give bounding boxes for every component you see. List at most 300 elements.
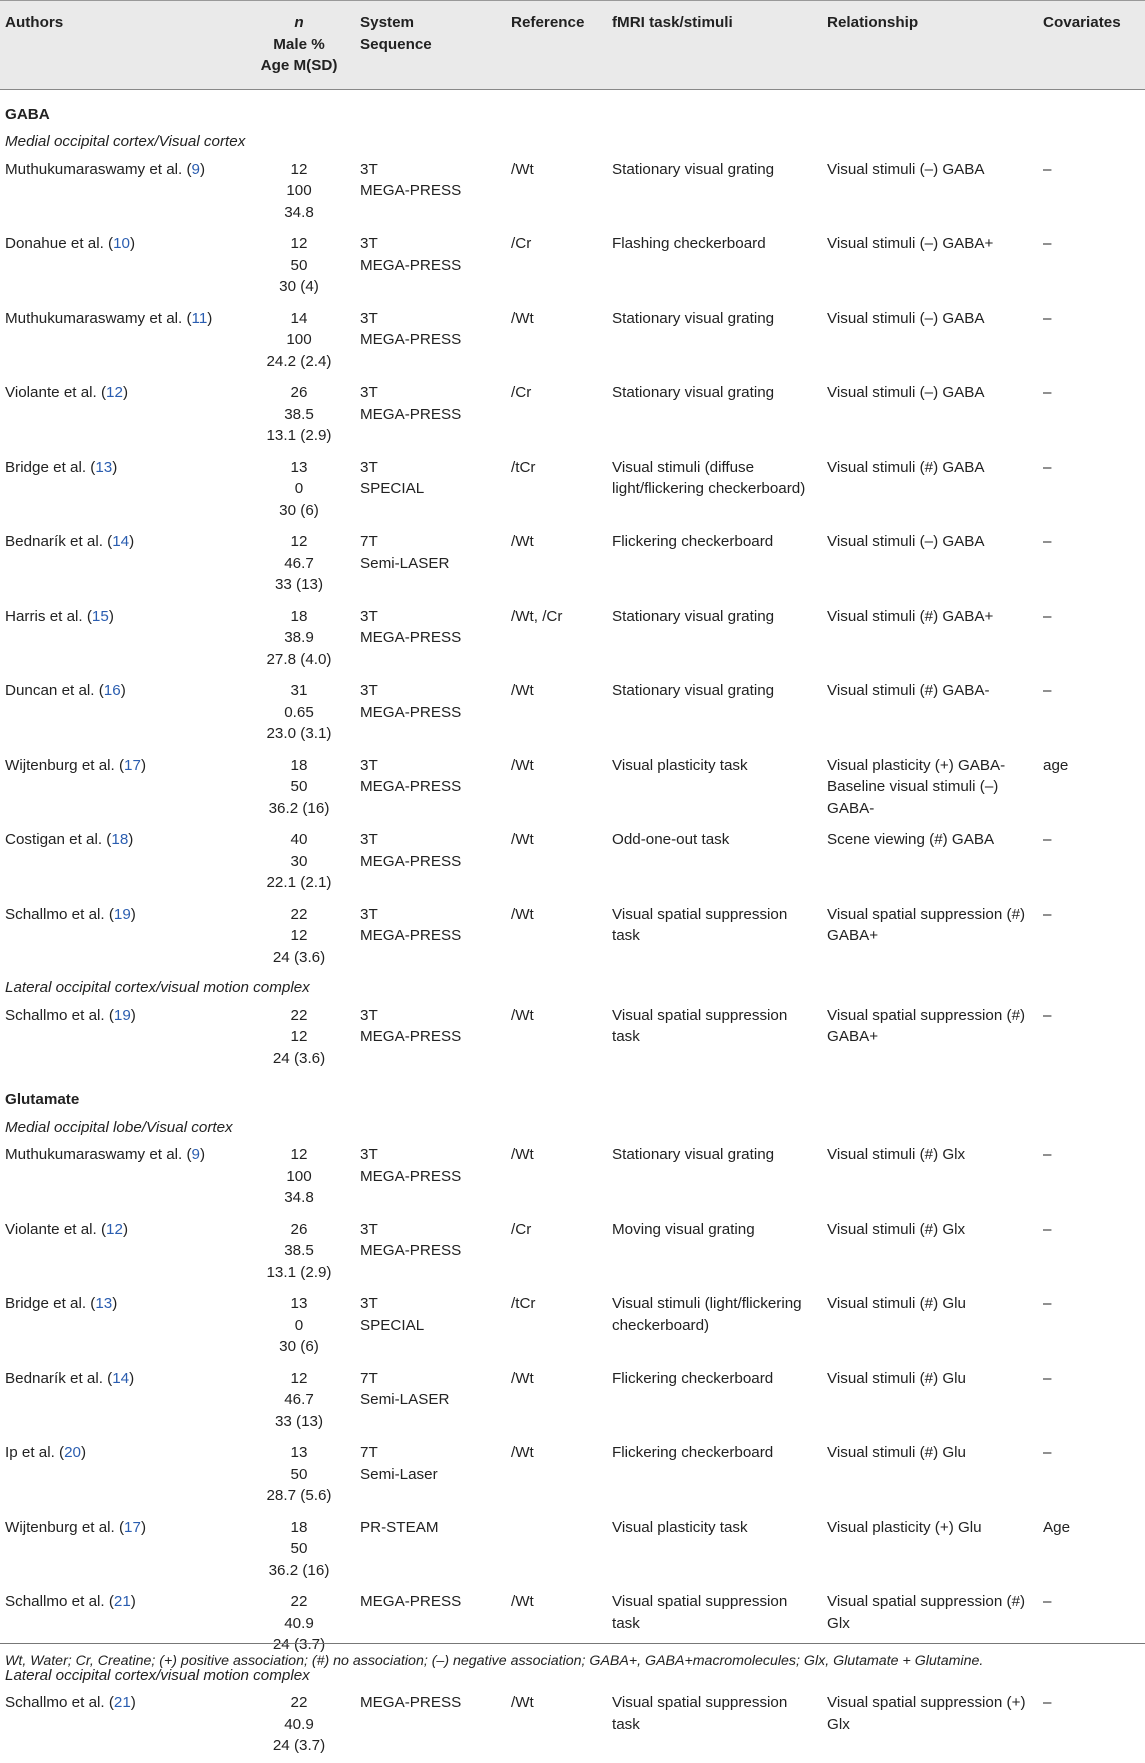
cell-task: Visual spatial suppression task	[612, 905, 788, 944]
table-row	[0, 453, 1145, 528]
table-header	[0, 1, 1145, 90]
system-value: 3T	[360, 1295, 378, 1312]
cell-n-male-age	[244, 676, 355, 751]
n-value: 34.8	[284, 1189, 314, 1206]
n-value: 22.1 (2.1)	[266, 874, 332, 891]
n-value: 38.9	[284, 629, 314, 646]
subsection-heading: Lateral occipital cortex/visual motion complex	[5, 979, 310, 996]
cell-covariates: –	[1043, 1694, 1052, 1711]
table-row	[0, 378, 1145, 453]
cell-task: Stationary visual grating	[612, 160, 775, 178]
table-row	[0, 751, 1145, 826]
cell-task: Stationary visual grating	[612, 1146, 775, 1163]
cell-relationship: Visual stimuli (#) GABA+	[827, 607, 994, 625]
citation-link[interactable]: 9	[191, 1146, 200, 1163]
cell-covariates: –	[1043, 905, 1052, 923]
cell-relationship: Visual stimuli (–) GABA	[827, 384, 985, 401]
system-value: 3T	[360, 384, 378, 401]
citation-link[interactable]: 14	[112, 533, 130, 550]
header-n-line: Male %	[273, 35, 325, 53]
n-value: 30 (6)	[279, 501, 319, 519]
cell-reference: /Wt, /Cr	[511, 607, 563, 625]
n-value: 100	[286, 1167, 312, 1185]
n-value: 13.1 (2.9)	[266, 427, 332, 444]
cell-task: Odd-one-out task	[612, 831, 730, 848]
subsection-heading: Medial occipital lobe/Visual cortex	[5, 1118, 233, 1136]
cell-n-male-age	[244, 1140, 355, 1215]
cell-reference: /Wt	[511, 1006, 534, 1024]
n-value: 36.2 (16)	[268, 799, 330, 817]
system-value: MEGA-PRESS	[360, 1593, 462, 1610]
system-value: 7T	[360, 533, 378, 550]
cell-system	[355, 825, 506, 900]
citation-link[interactable]: 19	[113, 1006, 131, 1024]
cell-relationship: Visual stimuli (–) GABA	[827, 160, 985, 178]
cell-covariates: –	[1043, 533, 1052, 550]
author-end: )	[122, 384, 129, 401]
n-value: 34.8	[284, 203, 314, 221]
subsection-heading: Lateral occipital cortex/visual motion complex	[5, 1666, 310, 1684]
n-value: 100	[286, 182, 312, 199]
header-covariates: Covariates	[1038, 1, 1145, 90]
table-row	[0, 1364, 1145, 1439]
cell-author	[0, 527, 244, 602]
cell-relationship: Visual spatial suppression (#) Glx	[827, 1593, 1026, 1632]
cell-system	[355, 1513, 506, 1588]
header-system-line: System	[360, 14, 415, 31]
cell-author	[0, 453, 244, 528]
table-row	[0, 1001, 1145, 1076]
author-name: Donahue et al. (	[5, 235, 114, 252]
cell-system	[355, 900, 506, 975]
cell-system	[355, 1364, 506, 1439]
cell-n-male-age	[244, 304, 355, 379]
cell-task: Visual spatial suppression task	[612, 1593, 788, 1632]
cell-relationship: Visual stimuli (#) Glx	[827, 1146, 966, 1163]
n-value: 24 (3.7)	[272, 1636, 326, 1653]
n-value: 30 (4)	[279, 278, 319, 295]
cell-task: Stationary visual grating	[612, 682, 775, 699]
section-heading-row	[0, 1075, 1145, 1114]
author-end: )	[199, 1146, 206, 1163]
n-value: 12	[290, 1028, 308, 1045]
cell-author	[0, 1688, 244, 1763]
subsection-heading-row	[0, 1114, 1145, 1141]
n-value: 22	[290, 1006, 308, 1024]
cell-covariates: –	[1043, 309, 1052, 327]
n-value: 22	[290, 905, 308, 923]
n-value: 0	[294, 480, 304, 497]
cell-n-male-age	[244, 1688, 355, 1763]
cell-covariates: –	[1043, 831, 1052, 848]
citation-link[interactable]: 13	[95, 1295, 113, 1312]
author-name: Muthukumaraswamy et al. (	[5, 1146, 192, 1163]
system-value: MEGA-PRESS	[360, 1694, 462, 1711]
n-value: 30	[290, 852, 308, 870]
n-value: 24 (3.7)	[272, 1737, 326, 1754]
citation-link[interactable]: 11	[191, 309, 208, 327]
author-name: Schallmo et al. (	[5, 1593, 114, 1610]
header-n	[244, 1, 355, 90]
n-value: 27.8 (4.0)	[266, 650, 332, 668]
cell-n-male-age	[244, 1513, 355, 1588]
table-footnote: Wt, Water; Cr, Creatine; (+) positive association; (#) no association; (–) negative association; GABA+, GABA+macromolecules; Glx, Glutamate + Glutamine.	[0, 1643, 1145, 1671]
author-name: Costigan et al. (	[5, 831, 112, 848]
author-end: )	[108, 607, 114, 625]
n-value: 13	[290, 1295, 308, 1312]
cell-system	[355, 751, 506, 826]
cell-covariates: –	[1043, 1006, 1052, 1024]
n-value: 13	[290, 1444, 308, 1461]
cell-author	[0, 1140, 244, 1215]
cell-task: Visual plasticity task	[612, 1518, 748, 1536]
cell-task: Flashing checkerboard	[612, 235, 766, 252]
system-value: MEGA-PRESS	[360, 405, 462, 423]
cell-covariates: –	[1043, 1146, 1052, 1163]
n-value: 0	[294, 1316, 304, 1334]
n-value: 33 (13)	[274, 576, 324, 593]
system-value: MEGA-PRESS	[360, 629, 462, 646]
header-relationship: Relationship	[822, 1, 1038, 90]
cell-author	[0, 825, 244, 900]
cell-covariates: –	[1043, 1220, 1052, 1238]
cell-system	[355, 378, 506, 453]
n-value: 30 (6)	[279, 1338, 319, 1355]
cell-covariates: –	[1043, 235, 1052, 252]
system-value: SPECIAL	[360, 480, 425, 497]
cell-covariates: –	[1043, 682, 1052, 699]
cell-n-male-age	[244, 1364, 355, 1439]
cell-task: Stationary visual grating	[612, 384, 775, 401]
cell-task: Stationary visual grating	[612, 309, 775, 327]
author-name: Muthukumaraswamy et al. (	[5, 309, 192, 327]
n-value: 12	[290, 927, 308, 944]
table-row	[0, 602, 1145, 677]
cell-author	[0, 1364, 244, 1439]
cell-n-male-age	[244, 900, 355, 975]
n-value: 22	[290, 1694, 308, 1711]
cell-n-male-age	[244, 527, 355, 602]
author-name: Bridge et al. (	[5, 458, 96, 476]
cell-author	[0, 1289, 244, 1364]
cell-author	[0, 378, 244, 453]
cell-covariates: –	[1043, 384, 1052, 401]
author-name: Duncan et al. (	[5, 682, 104, 699]
citation-link[interactable]: 21	[113, 1593, 131, 1610]
cell-reference: /Cr	[511, 384, 532, 401]
cell-reference: /Wt	[511, 682, 534, 699]
n-value: 22	[290, 1593, 308, 1610]
cell-covariates: –	[1043, 1295, 1052, 1312]
system-value: MEGA-PRESS	[360, 703, 462, 721]
cell-task: Flickering checkerboard	[612, 1444, 774, 1461]
cell-n-male-age	[244, 229, 355, 304]
system-value: Semi-LASER	[360, 1391, 450, 1408]
subsection-heading-row	[0, 974, 1145, 1001]
table-row	[0, 676, 1145, 751]
system-value: 7T	[360, 1444, 378, 1461]
section-heading-row	[0, 89, 1145, 128]
cell-system	[355, 1289, 506, 1364]
n-value: 50	[290, 1465, 308, 1483]
header-n-line: Age M(SD)	[260, 57, 338, 74]
n-value: 18	[290, 756, 308, 774]
cell-n-male-age	[244, 602, 355, 677]
system-value: 3T	[360, 682, 378, 699]
system-value: PR-STEAM	[360, 1518, 439, 1536]
cell-n-male-age	[244, 751, 355, 826]
cell-system	[355, 1001, 506, 1076]
n-value: 12	[290, 160, 308, 178]
cell-system	[355, 1438, 506, 1513]
cell-reference: /Wt	[511, 905, 534, 923]
cell-author	[0, 1215, 244, 1290]
system-value: 3T	[360, 607, 378, 625]
citation-link[interactable]: 21	[113, 1694, 131, 1711]
n-value: 40.9	[284, 1715, 314, 1733]
table-row	[0, 900, 1145, 975]
n-value: 24 (3.6)	[272, 948, 326, 966]
cell-reference: /Wt	[511, 160, 534, 178]
system-value: MEGA-PRESS	[360, 927, 462, 944]
n-value: 14	[290, 309, 308, 327]
cell-covariates: –	[1043, 1369, 1052, 1387]
author-end: )	[122, 1220, 129, 1238]
cell-system	[355, 453, 506, 528]
cell-author	[0, 602, 244, 677]
table-row	[0, 1438, 1145, 1513]
cell-author	[0, 229, 244, 304]
table-row	[0, 1140, 1145, 1215]
cell-system	[355, 229, 506, 304]
n-value: 33 (13)	[274, 1412, 324, 1430]
n-value: 24 (3.6)	[272, 1049, 326, 1067]
system-value: 3T	[360, 1220, 378, 1238]
table-row	[0, 1513, 1145, 1588]
cell-relationship: Scene viewing (#) GABA	[827, 831, 995, 848]
citation-link[interactable]: 9	[191, 160, 200, 178]
cell-relationship: Visual stimuli (#) GABA-	[827, 682, 990, 699]
cell-relationship: Visual spatial suppression (#) GABA+	[827, 905, 1026, 944]
author-end: )	[199, 160, 206, 178]
cell-reference: /Wt	[511, 1369, 534, 1387]
system-value: Semi-LASER	[360, 554, 450, 572]
table-row	[0, 1289, 1145, 1364]
cell-relationship: Visual spatial suppression (#) GABA+	[827, 1006, 1026, 1045]
citation-link[interactable]: 19	[113, 905, 131, 923]
n-value: 18	[290, 607, 308, 625]
n-value: 50	[290, 778, 308, 795]
header-n-line: n	[294, 14, 304, 31]
system-value: 3T	[360, 831, 378, 848]
system-value: MEGA-PRESS	[360, 1167, 462, 1185]
cell-covariates: –	[1043, 160, 1052, 178]
cell-covariates: Age	[1043, 1518, 1071, 1536]
cell-author	[0, 1438, 244, 1513]
system-value: MEGA-PRESS	[360, 256, 462, 274]
n-value: 12	[290, 1369, 308, 1387]
cell-system	[355, 304, 506, 379]
citation-link[interactable]: 13	[95, 458, 113, 476]
header-authors: Authors	[0, 1, 244, 90]
system-value: Semi-Laser	[360, 1465, 438, 1483]
cell-task: Visual spatial suppression task	[612, 1694, 788, 1733]
citation-link[interactable]: 20	[64, 1444, 81, 1461]
cell-covariates: –	[1043, 607, 1052, 625]
author-end: )	[130, 905, 136, 923]
n-value: 31	[290, 682, 308, 699]
cell-relationship: Visual stimuli (#) Glu	[827, 1295, 966, 1312]
n-value: 38.5	[284, 405, 314, 423]
citation-link[interactable]: 15	[91, 607, 109, 625]
cell-task: Visual stimuli (light/flickering checkerboard)	[612, 1295, 802, 1334]
cell-author	[0, 676, 244, 751]
cell-author	[0, 304, 244, 379]
n-value: 26	[290, 1220, 308, 1238]
cell-relationship: Visual stimuli (#) Glx	[827, 1220, 966, 1238]
cell-system	[355, 155, 506, 230]
cell-relationship: Visual stimuli (–) GABA	[827, 309, 985, 327]
system-value: MEGA-PRESS	[360, 852, 462, 870]
author-end: )	[112, 1295, 118, 1312]
n-value: 38.5	[284, 1242, 314, 1259]
cell-task: Visual stimuli (diffuse light/flickering checkerboard)	[612, 458, 806, 497]
cell-system	[355, 676, 506, 751]
cell-relationship: Visual spatial suppression (+) Glx	[827, 1694, 1026, 1733]
author-name: Violante et al. (	[5, 384, 107, 401]
n-value: 40	[290, 831, 308, 848]
cell-author	[0, 1513, 244, 1588]
author-name: Schallmo et al. (	[5, 1006, 114, 1024]
author-name: Wijtenburg et al. (	[5, 756, 125, 774]
cell-reference: /Cr	[511, 1220, 532, 1238]
cell-task: Flickering checkerboard	[612, 1369, 774, 1387]
cell-reference: /Wt	[511, 1146, 534, 1163]
n-value: 12	[290, 235, 308, 252]
n-value: 100	[286, 331, 312, 348]
table-row	[0, 527, 1145, 602]
n-value: 50	[290, 256, 308, 274]
cell-covariates: –	[1043, 458, 1052, 476]
citation-link[interactable]: 10	[113, 235, 130, 252]
header-system-line: Sequence	[360, 35, 432, 53]
author-end: )	[129, 235, 136, 252]
cell-reference: /Wt	[511, 533, 534, 550]
cell-n-male-age	[244, 1001, 355, 1076]
n-value: 40.9	[284, 1614, 314, 1632]
table-row	[0, 155, 1145, 230]
cell-n-male-age	[244, 1438, 355, 1513]
cell-relationship: Visual stimuli (–) GABA+	[827, 235, 994, 252]
author-end: )	[129, 1369, 135, 1387]
cell-n-male-age	[244, 1215, 355, 1290]
citation-link[interactable]: 17	[124, 756, 141, 774]
table-row	[0, 1688, 1145, 1763]
cell-n-male-age	[244, 825, 355, 900]
cell-reference: /Wt	[511, 1593, 534, 1610]
citation-link[interactable]: 14	[112, 1369, 130, 1387]
citation-link[interactable]: 17	[124, 1518, 141, 1536]
author-end: )	[207, 309, 213, 327]
n-value: 23.0 (3.1)	[266, 725, 332, 742]
system-value: MEGA-PRESS	[360, 331, 462, 348]
system-value: 3T	[360, 905, 378, 923]
cell-covariates: –	[1043, 1593, 1052, 1610]
cell-task: Flickering checkerboard	[612, 533, 774, 550]
cell-author	[0, 1001, 244, 1076]
cell-system	[355, 1140, 506, 1215]
system-value: 3T	[360, 235, 378, 252]
cell-reference: /Wt	[511, 309, 534, 327]
system-value: 3T	[360, 1146, 378, 1163]
citation-link[interactable]: 12	[106, 1220, 123, 1238]
table-row	[0, 229, 1145, 304]
cell-reference: /tCr	[511, 1295, 536, 1312]
n-value: 0.65	[284, 703, 314, 721]
citation-link[interactable]: 18	[111, 831, 129, 848]
cell-task: Visual plasticity task	[612, 756, 748, 774]
author-end: )	[81, 1444, 87, 1461]
cell-system	[355, 527, 506, 602]
cell-reference: /Wt	[511, 756, 534, 774]
header-reference: Reference	[506, 1, 607, 90]
cell-relationship: Visual plasticity (+) Glu	[827, 1518, 982, 1536]
author-name: Bednarík et al. (	[5, 533, 113, 550]
table-row	[0, 825, 1145, 900]
n-value: 46.7	[284, 1391, 314, 1408]
cell-relationship: Visual stimuli (#) Glu	[827, 1444, 966, 1461]
n-value: 50	[290, 1540, 308, 1557]
cell-reference: /Wt	[511, 1444, 534, 1461]
system-value: 3T	[360, 160, 378, 178]
author-end: )	[129, 533, 135, 550]
table-row	[0, 304, 1145, 379]
author-end: )	[112, 458, 118, 476]
system-value: MEGA-PRESS	[360, 1242, 462, 1259]
author-name: Bridge et al. (	[5, 1295, 96, 1312]
author-end: )	[130, 1694, 136, 1711]
n-value: 46.7	[284, 554, 314, 572]
cell-system	[355, 1688, 506, 1763]
n-value: 12	[290, 1146, 308, 1163]
citation-link[interactable]: 16	[103, 682, 121, 699]
author-end: )	[120, 682, 126, 699]
cell-system	[355, 1215, 506, 1290]
cell-n-male-age	[244, 378, 355, 453]
n-value: 12	[290, 533, 308, 550]
n-value: 36.2 (16)	[268, 1561, 330, 1579]
n-value: 18	[290, 1518, 308, 1536]
cell-author	[0, 900, 244, 975]
author-name: Bednarík et al. (	[5, 1369, 113, 1387]
n-value: 26	[290, 384, 308, 401]
cell-author	[0, 751, 244, 826]
cell-reference: /Wt	[511, 831, 534, 848]
table-row	[0, 1215, 1145, 1290]
n-value: 28.7 (5.6)	[266, 1487, 332, 1504]
n-value: 13	[290, 458, 308, 476]
citation-link[interactable]: 12	[106, 384, 123, 401]
cell-covariates: age	[1043, 756, 1069, 774]
system-value: 7T	[360, 1369, 378, 1387]
header-system	[355, 1, 506, 90]
author-name: Schallmo et al. (	[5, 1694, 114, 1711]
system-value: MEGA-PRESS	[360, 1028, 462, 1045]
author-end: )	[130, 1006, 136, 1024]
system-value: MEGA-PRESS	[360, 182, 462, 199]
header-task: fMRI task/stimuli	[607, 1, 822, 90]
cell-task: Stationary visual grating	[612, 607, 775, 625]
